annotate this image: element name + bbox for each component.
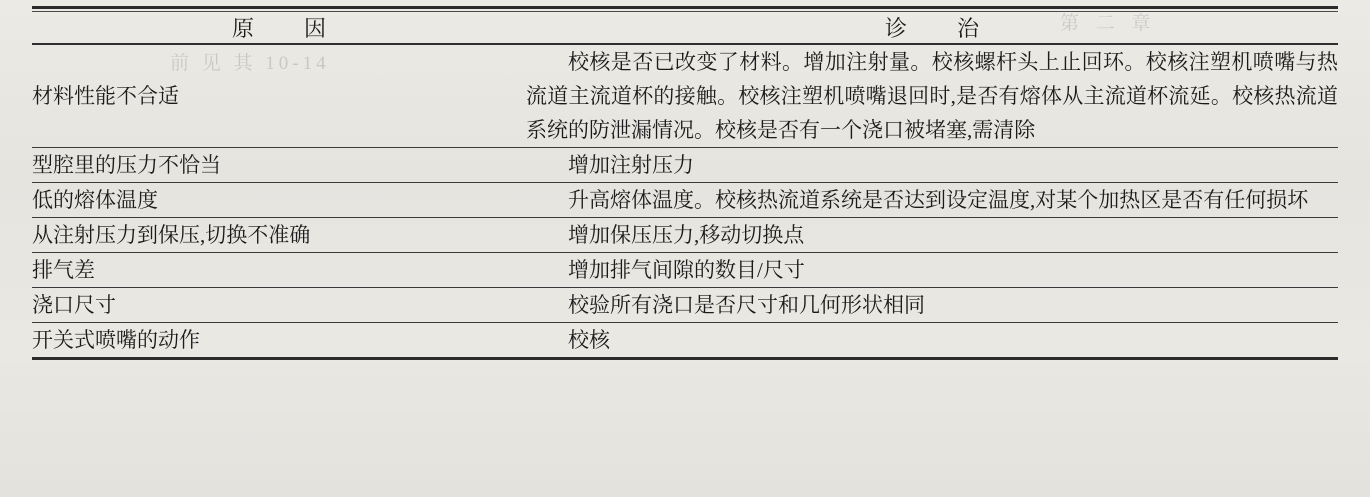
- table-row: [32, 45, 1338, 148]
- remedy-cell: [526, 253, 1338, 288]
- troubleshooting-table: [32, 12, 1338, 43]
- cause-cell: 低的熔体温度: [32, 183, 526, 218]
- column-header-remedy: 诊 治: [884, 16, 993, 41]
- cause-cell: 材料性能不合适: [32, 45, 526, 148]
- column-header-cause: 原 因: [231, 16, 340, 41]
- troubleshooting-table-wrapper: [32, 6, 1338, 360]
- table-row: [32, 218, 1338, 253]
- remedy-text: 增加排气间隙的数目/尺寸: [568, 258, 805, 283]
- remedy-cell: [526, 45, 1338, 148]
- cause-cell: 开关式喷嘴的动作: [32, 327, 200, 352]
- remedy-cell: [526, 218, 1338, 253]
- page-ghost-text-left: 前 见 其 10-14: [170, 53, 330, 74]
- page-ghost-text-right: 第 二 章: [1060, 13, 1157, 34]
- table-top-rule: [32, 6, 1338, 9]
- cause-cell: 型腔里的压力不恰当: [32, 148, 526, 183]
- remedy-text: 校核是否已改变了材料。增加注射量。校核螺杆头上止回环。校核注塑机喷嘴与热流道主流道杯的接触。校核注塑机喷嘴退回时,是否有熔体从主流道杯流延。校核热流道系统的防泄漏情况。校核是否有一个浇口被堵塞,需清除: [526, 50, 1338, 143]
- table-bottom-rule: [32, 357, 1338, 360]
- table-row: [32, 183, 1338, 218]
- remedy-cell: [526, 323, 1338, 358]
- remedy-text: 增加注射压力: [568, 153, 694, 178]
- remedy-cell: [526, 288, 1338, 323]
- remedy-cell: [526, 148, 1338, 183]
- table-row: [32, 323, 1338, 358]
- remedy-text: 校核: [568, 328, 610, 353]
- cause-cell: 排气差: [32, 253, 526, 288]
- remedy-text: 升高熔体温度。校核热流道系统是否达到设定温度,对某个加热区是否有任何损坏: [568, 188, 1309, 213]
- remedy-cell: [526, 183, 1338, 218]
- table-row: [32, 288, 1338, 323]
- troubleshooting-table-body: [32, 45, 1338, 357]
- remedy-text: 增加保压压力,移动切换点: [568, 223, 805, 248]
- cause-cell: 从注射压力到保压,切换不准确: [32, 218, 526, 253]
- table-header-row: [32, 12, 1338, 43]
- table-row: [32, 148, 1338, 183]
- cause-cell: 浇口尺寸: [32, 288, 526, 323]
- table-row: [32, 253, 1338, 288]
- remedy-text: 校验所有浇口是否尺寸和几何形状相同: [568, 293, 925, 318]
